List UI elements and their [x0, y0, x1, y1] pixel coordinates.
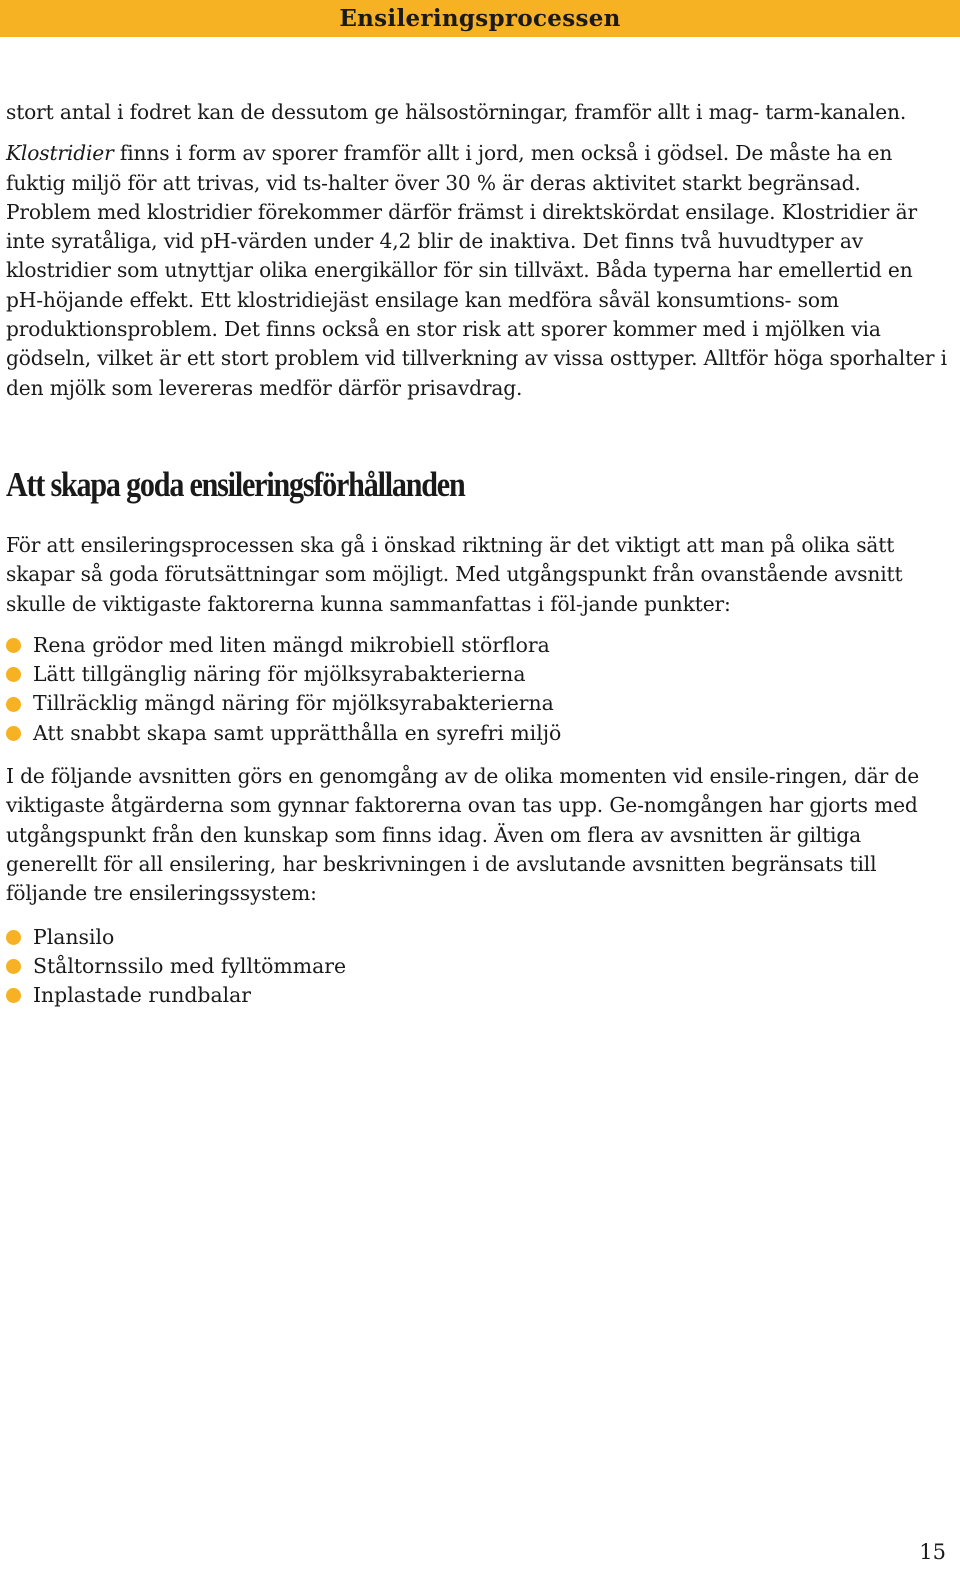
bullet-dot-icon — [6, 667, 21, 682]
italic-term-klostridier: Klostridier — [6, 141, 114, 166]
bullet-dot-icon — [6, 988, 21, 1003]
section-paragraph-1: För att ensileringsprocessen ska gå i önskad riktning är det viktigt att man på olika sätt skapar så goda förutsättningar som möjligt. Med utgångspunkt från ovanstående avsnitt skulle de viktigaste faktorerna kunna sammanfattas i föl-jande punkter: — [6, 532, 903, 616]
list-item: Inplastade rundbalar — [6, 981, 950, 1010]
intro-paragraph-2 — [6, 139, 950, 403]
bullet-dot-icon — [6, 638, 21, 653]
bullet-dot-icon — [6, 697, 21, 712]
list-item: Att snabbt skapa samt upprätthålla en syrefri miljö — [6, 719, 950, 748]
list-item: Tillräcklig mängd näring för mjölksyrabakterierna — [6, 689, 950, 718]
intro-paragraph-1: stort antal i fodret kan de dessutom ge hälsostörningar, framför allt i mag- tarm-kanalen. — [6, 100, 907, 124]
bullet-dot-icon — [6, 959, 21, 974]
bullet-dot-icon — [6, 726, 21, 741]
bullet-dot-icon — [6, 930, 21, 945]
list-item: Lätt tillgänglig näring för mjölksyrabakterierna — [6, 660, 950, 689]
page-content — [6, 98, 950, 1010]
system-list — [6, 923, 950, 1011]
factor-list — [6, 631, 950, 748]
section-paragraph-2: I de följande avsnitten görs en genomgång av de olika momenten vid ensile-ringen, där de viktigaste åtgärderna som gynnar faktorerna ovan tas upp. Ge-nomgången har gjorts med utgångspunkt från den kunskap som finns idag. Även om flera av avsnitten är giltiga generellt för all ensilering, har beskrivningen i de avslutande avsnitten begränsats till följande tre ensileringssystem: — [6, 764, 919, 906]
list-item: Plansilo — [6, 923, 950, 952]
page-number: 15 — [919, 1540, 946, 1564]
list-item: Ståltornssilo med fylltömmare — [6, 952, 950, 981]
intro-paragraph-2-text: finns i form av sporer framför allt i jord, men också i gödsel. De måste ha en fuktig miljö för att trivas, vid ts-halter över 30 % är deras aktivitet starkt begränsad. Problem med klostridier förekommer därför främst i direktskördat ensilage. Klostridier är inte syratåliga, vid pH-värden under 4,2 blir de inaktiva. Det finns två huvudtyper av klostridier som utnyttjar olika energikällor för sin tillväxt. Båda typerna har emellertid en pH-höjande effekt. Ett klostridiejäst ensilage kan medföra såväl konsumtions- som produktionsproblem. Det finns också en stor risk att sporer kommer med i mjölken via gödseln, vilket är ett stort problem vid tillverkning av vissa osttyper. Alltför höga sporhalter i den mjölk som levereras medför därför prisavdrag. — [6, 141, 947, 400]
section-heading: Att skapa goda ensileringsförhållanden — [6, 464, 465, 504]
list-item: Rena grödor med liten mängd mikrobiell störflora — [6, 631, 950, 660]
chapter-title: Ensileringsprocessen — [339, 5, 621, 32]
